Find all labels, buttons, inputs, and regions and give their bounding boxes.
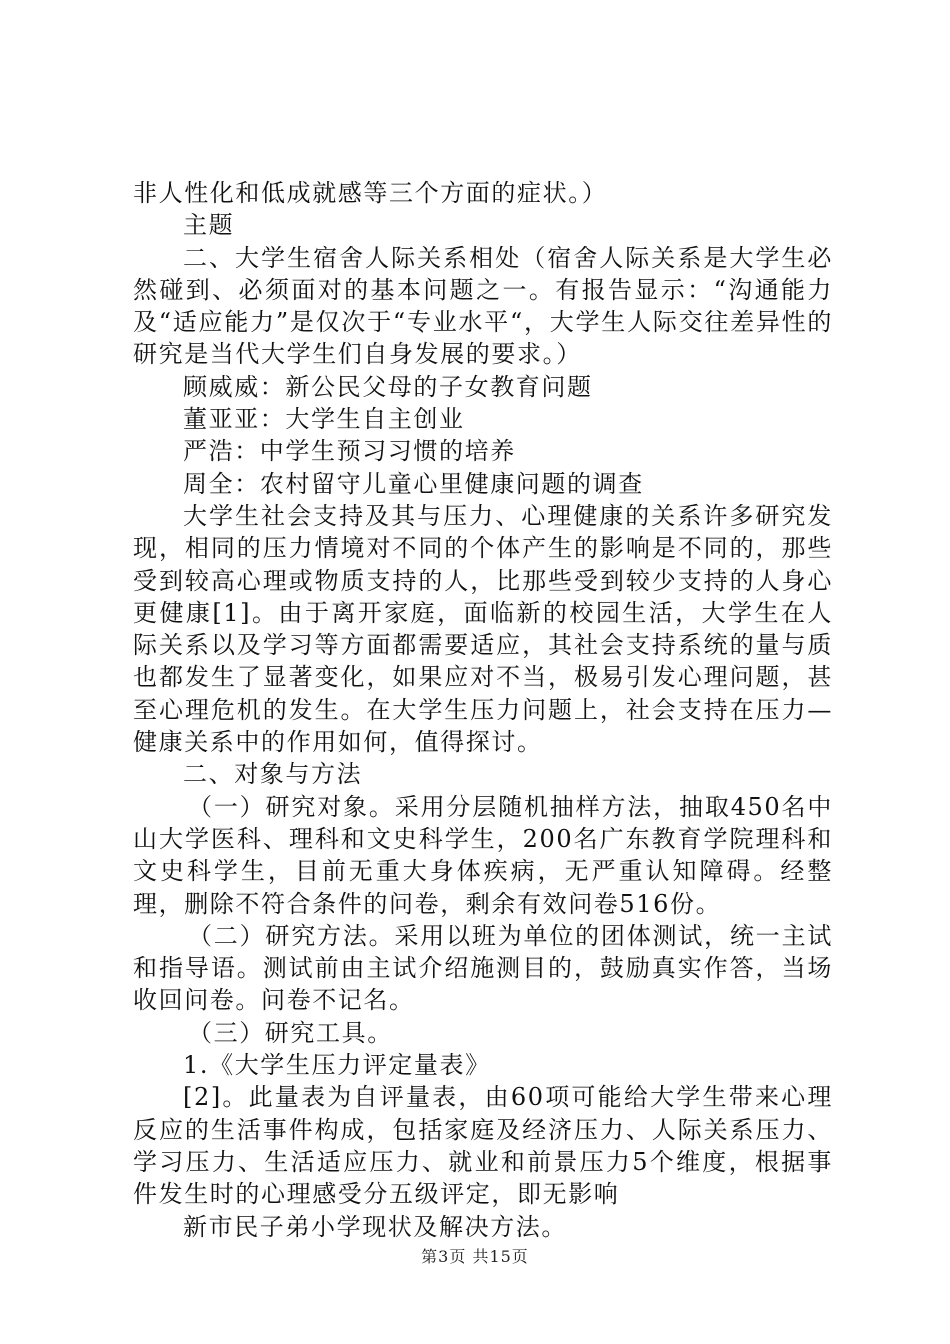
- paragraph-scale-description: [2]。此量表为自评量表，由60项可能给大学生带来心理反应的生活事件构成，包括家庭及经济压力、人际关系压力、学习压力、生活适应压力、就业和前景压力5个维度，根据事件发生时的心理感受分五级评定，即无影响: [133, 1083, 833, 1209]
- paragraph-topic-gu: 顾威威：新公民父母的子女教育问题: [183, 372, 593, 401]
- paragraph-continuation: 非人性化和低成就感等三个方面的症状。）: [133, 179, 608, 207]
- paragraph-topic-label: 主题: [183, 211, 235, 240]
- paragraph-scale-title: 1.《大学生压力评定量表》: [183, 1051, 491, 1080]
- paragraph-new-citizens: 新市民子弟小学现状及解决方法。: [183, 1212, 567, 1241]
- page-footer: 第3页 共15页: [421, 1247, 529, 1266]
- paragraph-topic-zhou: 周全：农村留守儿童心里健康问题的调查: [183, 469, 644, 498]
- paragraph-method: （二）研究方法。采用以班为单位的团体测试，统一主试和指导语。测试前由主试介绍施测目的，鼓励真实作答，当场收回问卷。问卷不记名。: [133, 921, 833, 1015]
- paragraph-topic-yan: 严浩：中学生预习习惯的培养: [183, 437, 516, 466]
- section-heading-methods: 二、对象与方法: [183, 760, 363, 789]
- paragraph-social-support: 大学生社会支持及其与压力、心理健康的关系许多研究发现，相同的压力情境对不同的个体产生的影响是不同的，那些受到较高心理或物质支持的人，比那些受到较少支持的人身心更健康[1]。由于离开家庭，面临新的校园生活，大学生在人际关系以及学习等方面都需要适应，其社会支持系统的量与质也都发生了显著变化，如果应对不当，极易引发心理问题，甚至心理危机的发生。在大学生压力问题上，社会支持在压力—健康关系中的作用如何，值得探讨。: [133, 501, 833, 757]
- paragraph-tools-heading: （三）研究工具。: [188, 1018, 393, 1047]
- document-body: [133, 177, 833, 1243]
- paragraph-topic-dong: 董亚亚：大学生自主创业: [183, 405, 465, 434]
- paragraph-dorm-relations: 二、大学生宿舍人际关系相处（宿舍人际关系是大学生必然碰到、必须面对的基本问题之一。有报告显示：“沟通能力及“适应能力”是仅次于“专业水平“，大学生人际交往差异性的研究是当代大学生们自身发展的要求。）: [133, 243, 833, 369]
- paragraph-subjects: （一）研究对象。采用分层随机抽样方法，抽取450名中山大学医科、理科和文史科学生，200名广东教育学院理科和文史科学生，目前无重大身体疾病，无严重认知障碍。经整理，删除不符合条件的问卷，剩余有效问卷516份。: [133, 792, 833, 918]
